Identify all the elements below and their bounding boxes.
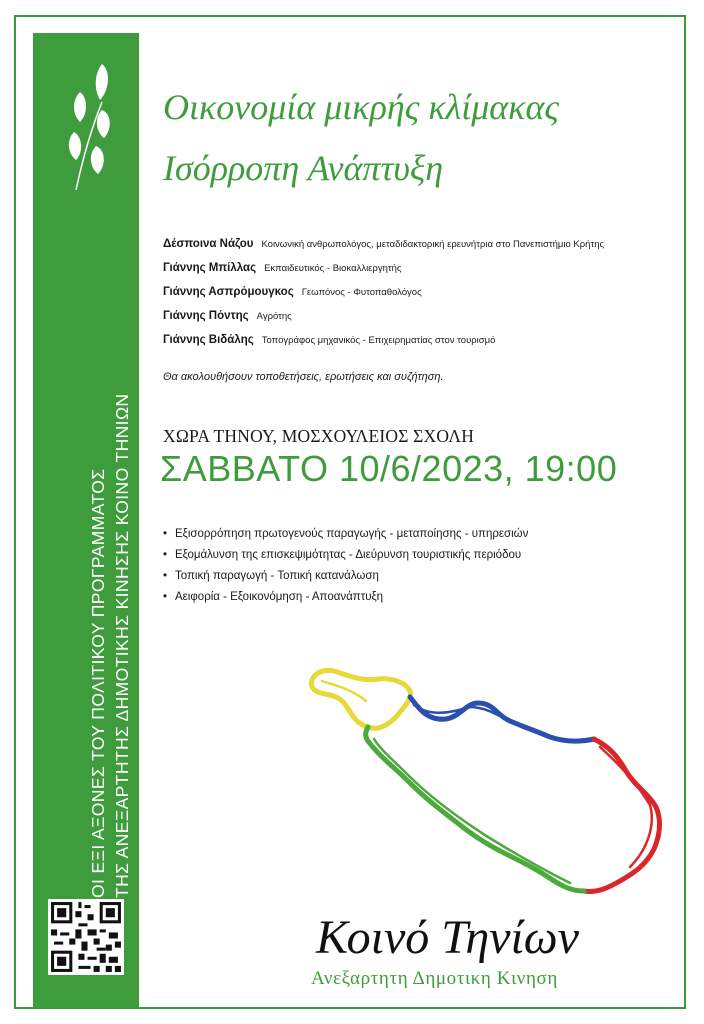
list-item: • Τοπική παραγωγή - Τοπική κατανάλωση	[163, 570, 379, 582]
speakers-list	[163, 232, 683, 352]
title-line-1: Οικονομία μικρής κλίμακας	[163, 87, 559, 127]
list-item: • Εξομάλυνση της επισκεψιμότητας - Διεύρυνση τουριστικής περιόδου	[163, 549, 522, 561]
qr-code-icon[interactable]	[48, 899, 124, 975]
speaker-row	[163, 304, 683, 328]
topic-text: Αειφορία - Εξοικονόμηση - Αποανάπτυξη	[175, 591, 384, 603]
event-datetime: ΣΑΒΒΑΤΟ 10/6/2023, 19:00	[160, 448, 618, 489]
speaker-name: Γιάννης Μπίλλας	[163, 262, 257, 274]
speaker-name: Γιάννης Πόντης	[163, 310, 249, 322]
list-item: • Εξισορρόπηση πρωτογενούς παραγωγής - μεταποίησης - υπηρεσιών	[163, 528, 529, 540]
organization-name: Κοινό Τηνίων	[316, 911, 579, 964]
topic-text: Εξισορρόπηση πρωτογενούς παραγωγής - μεταποίησης - υπηρεσιών	[175, 528, 529, 540]
topic-text: Τοπική παραγωγή - Τοπική κατανάλωση	[175, 570, 379, 582]
tinos-island-map-icon	[300, 655, 680, 915]
list-item: • Αειφορία - Εξοικονόμηση - Αποανάπτυξη	[163, 591, 384, 603]
speaker-role: Εκπαιδευτικός - Βιοκαλλιεργητής	[264, 263, 402, 274]
event-place: ΧΩΡΑ ΤΗΝΟΥ, ΜΟΣΧΟΥΛΕΙΟΣ ΣΧΟΛΗ	[163, 426, 475, 446]
speaker-row	[163, 256, 683, 280]
sidebar-vertical-text	[86, 38, 134, 898]
speaker-row	[163, 280, 683, 304]
speaker-name: Γιάννης Βιδάλης	[163, 334, 254, 346]
title-line-2: Ισόρροπη Ανάπτυξη	[163, 148, 444, 188]
followup-note: Θα ακολουθήσουν τοποθετήσεις, ερωτήσεις και συζήτηση.	[163, 371, 444, 383]
speaker-name: Δέσποινα Νάζου	[163, 238, 254, 250]
sidebar-line-2: ΤΗΣ ΑΝΕΞΑΡΤΗΤΗΣ ΔΗΜΟΤΙΚΗΣ ΚΙΝΗΣΗΣ ΚΟΙΝΟ ΤΗΝΙΩΝ	[112, 393, 132, 898]
speaker-row	[163, 232, 683, 256]
speaker-role: Αγρότης	[256, 311, 292, 322]
organization-subtitle: Ανεξαρτητη Δημοτικη Κινηση	[311, 968, 558, 989]
speaker-role: Κοινωνική ανθρωπολόγος, μεταδιδακτορική ερευνήτρια στο Πανεπιστήμιο Κρήτης	[261, 239, 605, 250]
speaker-row	[163, 328, 683, 352]
topics-list	[163, 524, 528, 608]
speaker-name: Γιάννης Ασπρόμουγκος	[163, 286, 294, 298]
topic-text: Εξομάλυνση της επισκεψιμότητας - Διεύρυνση τουριστικής περιόδου	[175, 549, 522, 561]
sidebar-line-1: ΟΙ ΕΞΙ ΑΞΟΝΕΣ ΤΟΥ ΠΟΛΙΤΙΚΟΥ ΠΡΟΓΡΑΜΜΑΤΟΣ	[88, 468, 108, 898]
speaker-role: Γεωπόνος - Φυτοπαθολόγος	[301, 287, 422, 298]
speaker-role: Τοπογράφος μηχανικός - Επιχειρηματίας στον τουρισμό	[261, 335, 496, 346]
